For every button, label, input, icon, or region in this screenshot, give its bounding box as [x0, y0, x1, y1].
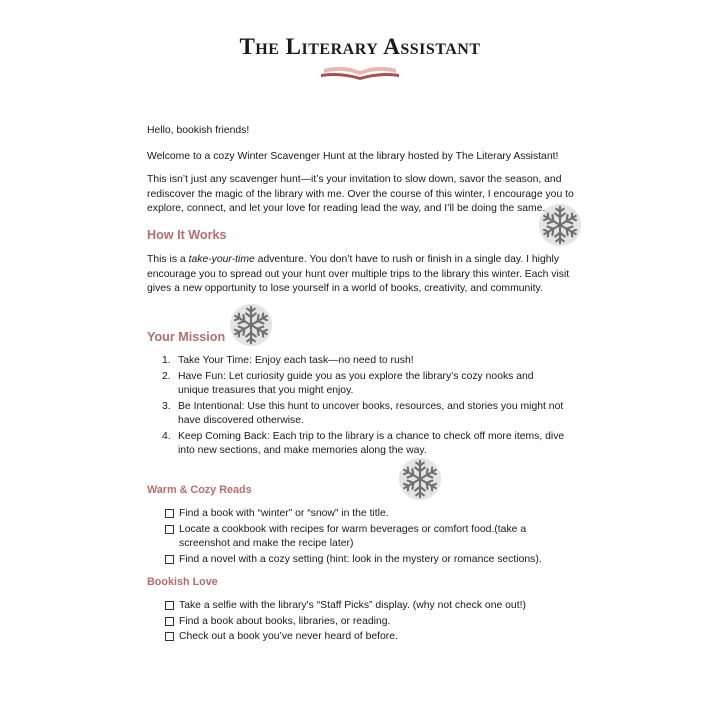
how-it-works-text: This is a take-your-time adventure. You don’t have to rush or finish in a single day. I highly encourage you to spread out your hunt over multiple trips to the library this winter. Each visit gives a new opportunity to lose yourself in a world of books, creativity, and community. [147, 254, 570, 295]
checkbox[interactable] [165, 525, 174, 534]
warm-cozy-heading: Warm & Cozy Reads [147, 484, 252, 496]
checklist-item: Check out a book you’ve never heard of before. [165, 630, 565, 644]
checklist-item: Take a selfie with the library's “Staff Picks” display. (why not check one out!) [165, 599, 565, 613]
list-item: 4. Keep Coming Back: Each trip to the library is a chance to check off more items, dive into new sections, and make memories along the way. [162, 430, 565, 456]
checklist-item: Find a book with “winter” or “snow” in the title. [165, 507, 565, 521]
checkbox[interactable] [165, 601, 174, 610]
intro-paragraph: This isn’t just any scavenger hunt—it’s your invitation to slow down, savor the season, and rediscover the magic of the library with me. Over the course of this winter, I encourage you to explore, connect, and let your love for reading lead the way, and I’ll be doing the same. [147, 174, 574, 215]
page-title: The Literary Assistant [239, 34, 481, 59]
bookish-love-heading: Bookish Love [147, 576, 218, 588]
snowflake-icon [228, 302, 274, 348]
welcome-text: Welcome to a cozy Winter Scavenger Hunt at the library hosted by The Literary Assistant! [147, 151, 559, 162]
list-item: 2. Have Fun: Let curiosity guide you as you explore the library’s cozy nooks and unique treasures that you might enjoy. [162, 370, 534, 396]
mission-heading: Your Mission [147, 330, 226, 344]
list-item: 1. Take Your Time: Enjoy each task—no need to rush! [162, 355, 414, 366]
how-it-works-heading: How It Works [147, 228, 227, 242]
list-item: 3. Be Intentional: Use this hunt to uncover books, resources, and stories you might not have discovered otherwise. [162, 400, 564, 426]
mission-list [147, 354, 567, 459]
snowflake-icon [537, 202, 583, 248]
checklist-item: Find a book about books, libraries, or reading. [165, 615, 565, 629]
checkbox[interactable] [165, 509, 174, 518]
greeting: Hello, bookish friends! [147, 125, 250, 136]
bookish-love-checklist [165, 599, 565, 646]
snowflake-icon [397, 456, 443, 502]
open-book-icon [320, 62, 400, 82]
checklist-item: Find a novel with a cozy setting (hint: look in the mystery or romance sections). [165, 553, 565, 567]
masthead [0, 34, 720, 60]
checkbox[interactable] [165, 632, 174, 641]
checkbox[interactable] [165, 555, 174, 564]
checkbox[interactable] [165, 617, 174, 626]
warm-cozy-checklist [165, 507, 565, 568]
checklist-item: Locate a cookbook with recipes for warm beverages or comfort food.(take a screenshot and make the recipe later) [165, 523, 565, 551]
